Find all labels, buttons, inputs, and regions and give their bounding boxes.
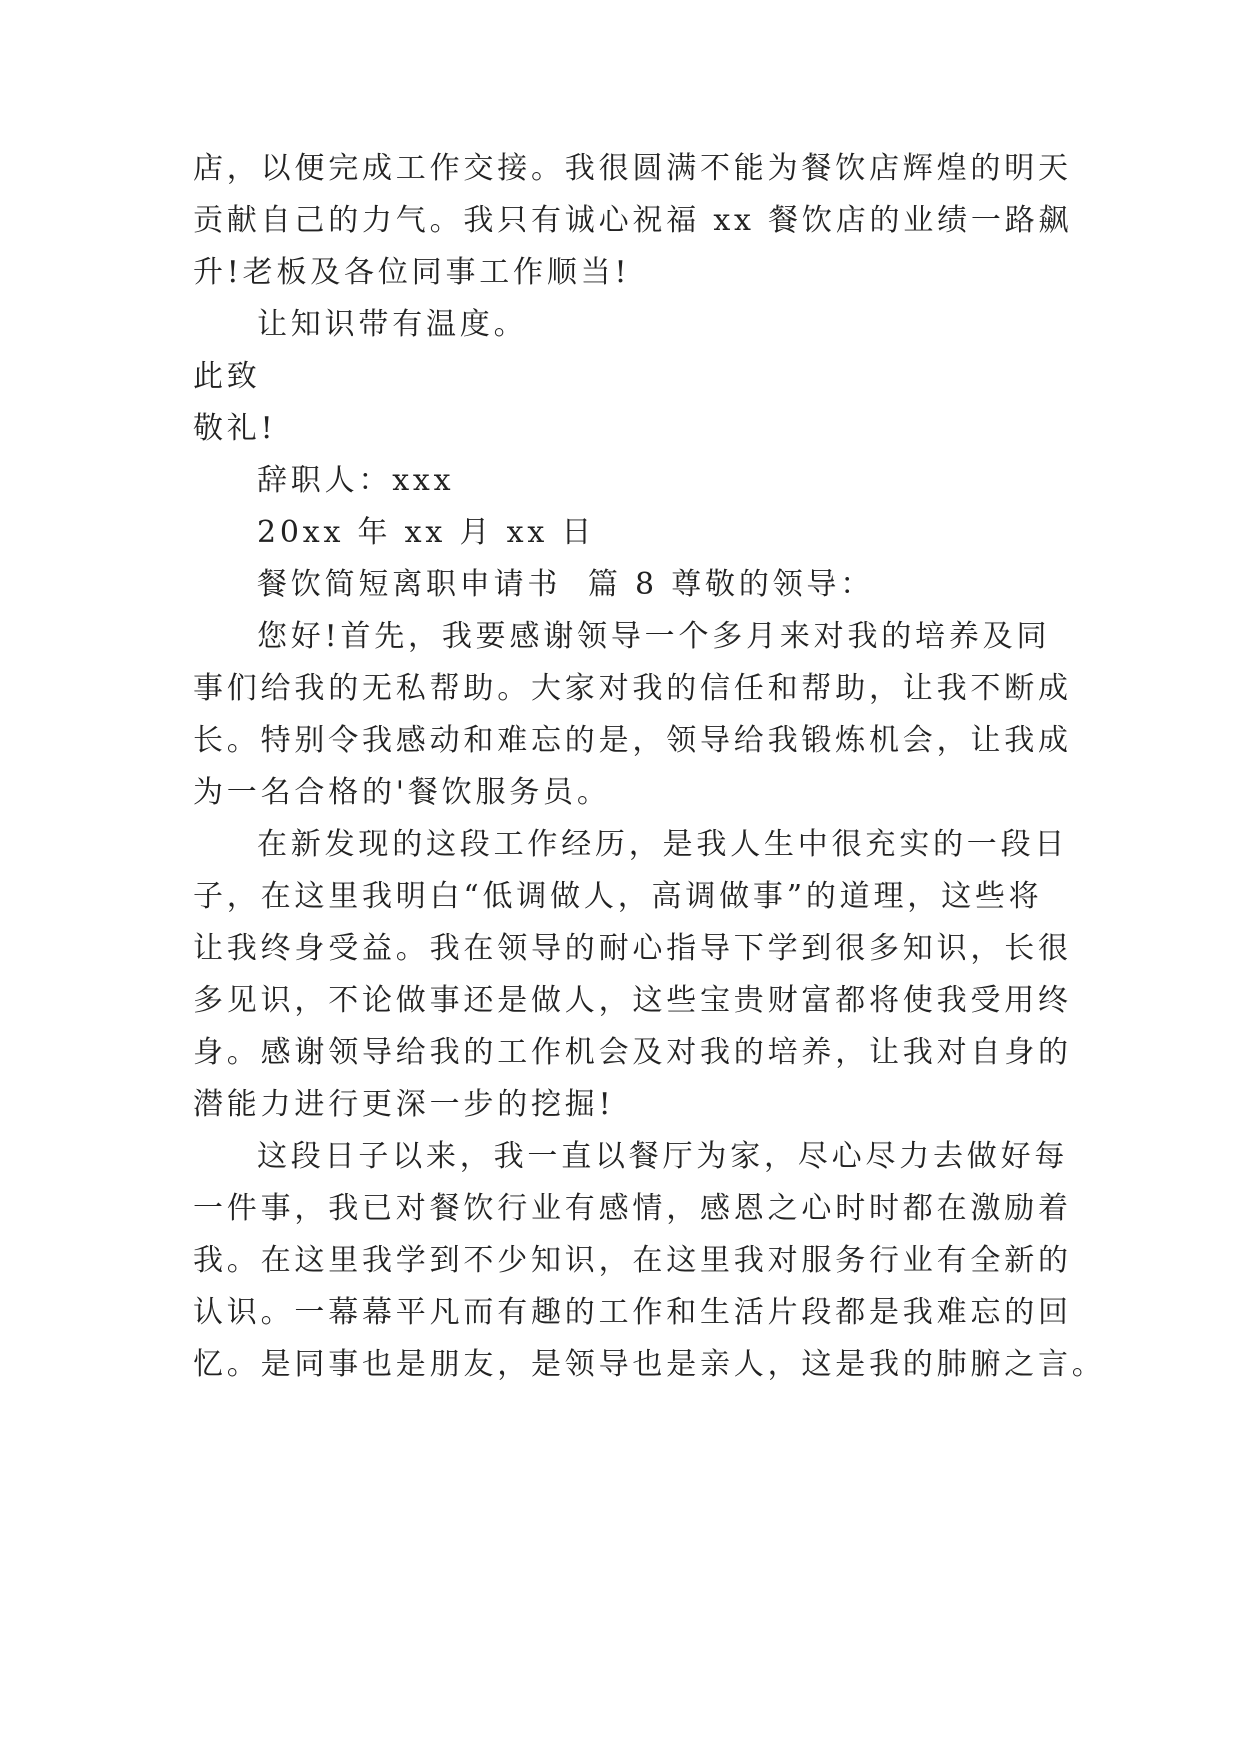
text-line: 店，以便完成工作交接。我很圆满不能为餐饮店辉煌的明天 bbox=[193, 151, 1072, 186]
text-line: 此致 bbox=[193, 359, 261, 394]
text-line: 潜能力进行更深一步的挖掘! bbox=[193, 1087, 615, 1122]
text-line: 升!老板及各位同事工作顺当! bbox=[193, 255, 631, 290]
text-line: 20xx 年 xx 月 xx 日 bbox=[257, 515, 596, 550]
text-line: 我。在这里我学到不少知识，在这里我对服务行业有全新的 bbox=[193, 1243, 1072, 1278]
text-line: 辞职人：xxx bbox=[257, 463, 455, 498]
section-heading-line: 餐饮简短离职申请书 篇 8 尊敬的领导： bbox=[257, 567, 875, 602]
text-line: 事们给我的无私帮助。大家对我的信任和帮助，让我不断成 bbox=[193, 671, 1072, 706]
text-line: 贡献自己的力气。我只有诚心祝福 xx 餐饮店的业绩一路飙 bbox=[193, 203, 1073, 238]
text-line: 让知识带有温度。 bbox=[257, 307, 528, 342]
text-line: 多见识，不论做事还是做人，这些宝贵财富都将使我受用终 bbox=[193, 983, 1072, 1018]
text-line: 身。感谢领导给我的工作机会及对我的培养，让我对自身的 bbox=[193, 1035, 1072, 1070]
text-line: 子，在这里我明白“低调做人，高调做事”的道理，这些将 bbox=[193, 879, 1043, 914]
text-line: 为一名合格的'餐饮服务员。 bbox=[193, 775, 611, 810]
text-line: 您好!首先，我要感谢领导一个多月来对我的培养及同 bbox=[257, 619, 1051, 654]
text-line: 敬礼! bbox=[193, 411, 277, 446]
text-line: 这段日子以来，我一直以餐厅为家，尽心尽力去做好每 bbox=[257, 1139, 1069, 1174]
text-line: 长。特别令我感动和难忘的是，领导给我锻炼机会，让我成 bbox=[193, 723, 1072, 758]
text-line: 一件事，我已对餐饮行业有感情，感恩之心时时都在激励着 bbox=[193, 1191, 1072, 1226]
text-line: 忆。是同事也是朋友，是领导也是亲人，这是我的肺腑之言。 bbox=[193, 1347, 1106, 1382]
text-line: 认识。一幕幕平凡而有趣的工作和生活片段都是我难忘的回 bbox=[193, 1295, 1072, 1330]
text-line: 在新发现的这段工作经历，是我人生中很充实的一段日 bbox=[257, 827, 1069, 862]
text-line: 让我终身受益。我在领导的耐心指导下学到很多知识，长很 bbox=[193, 931, 1072, 966]
